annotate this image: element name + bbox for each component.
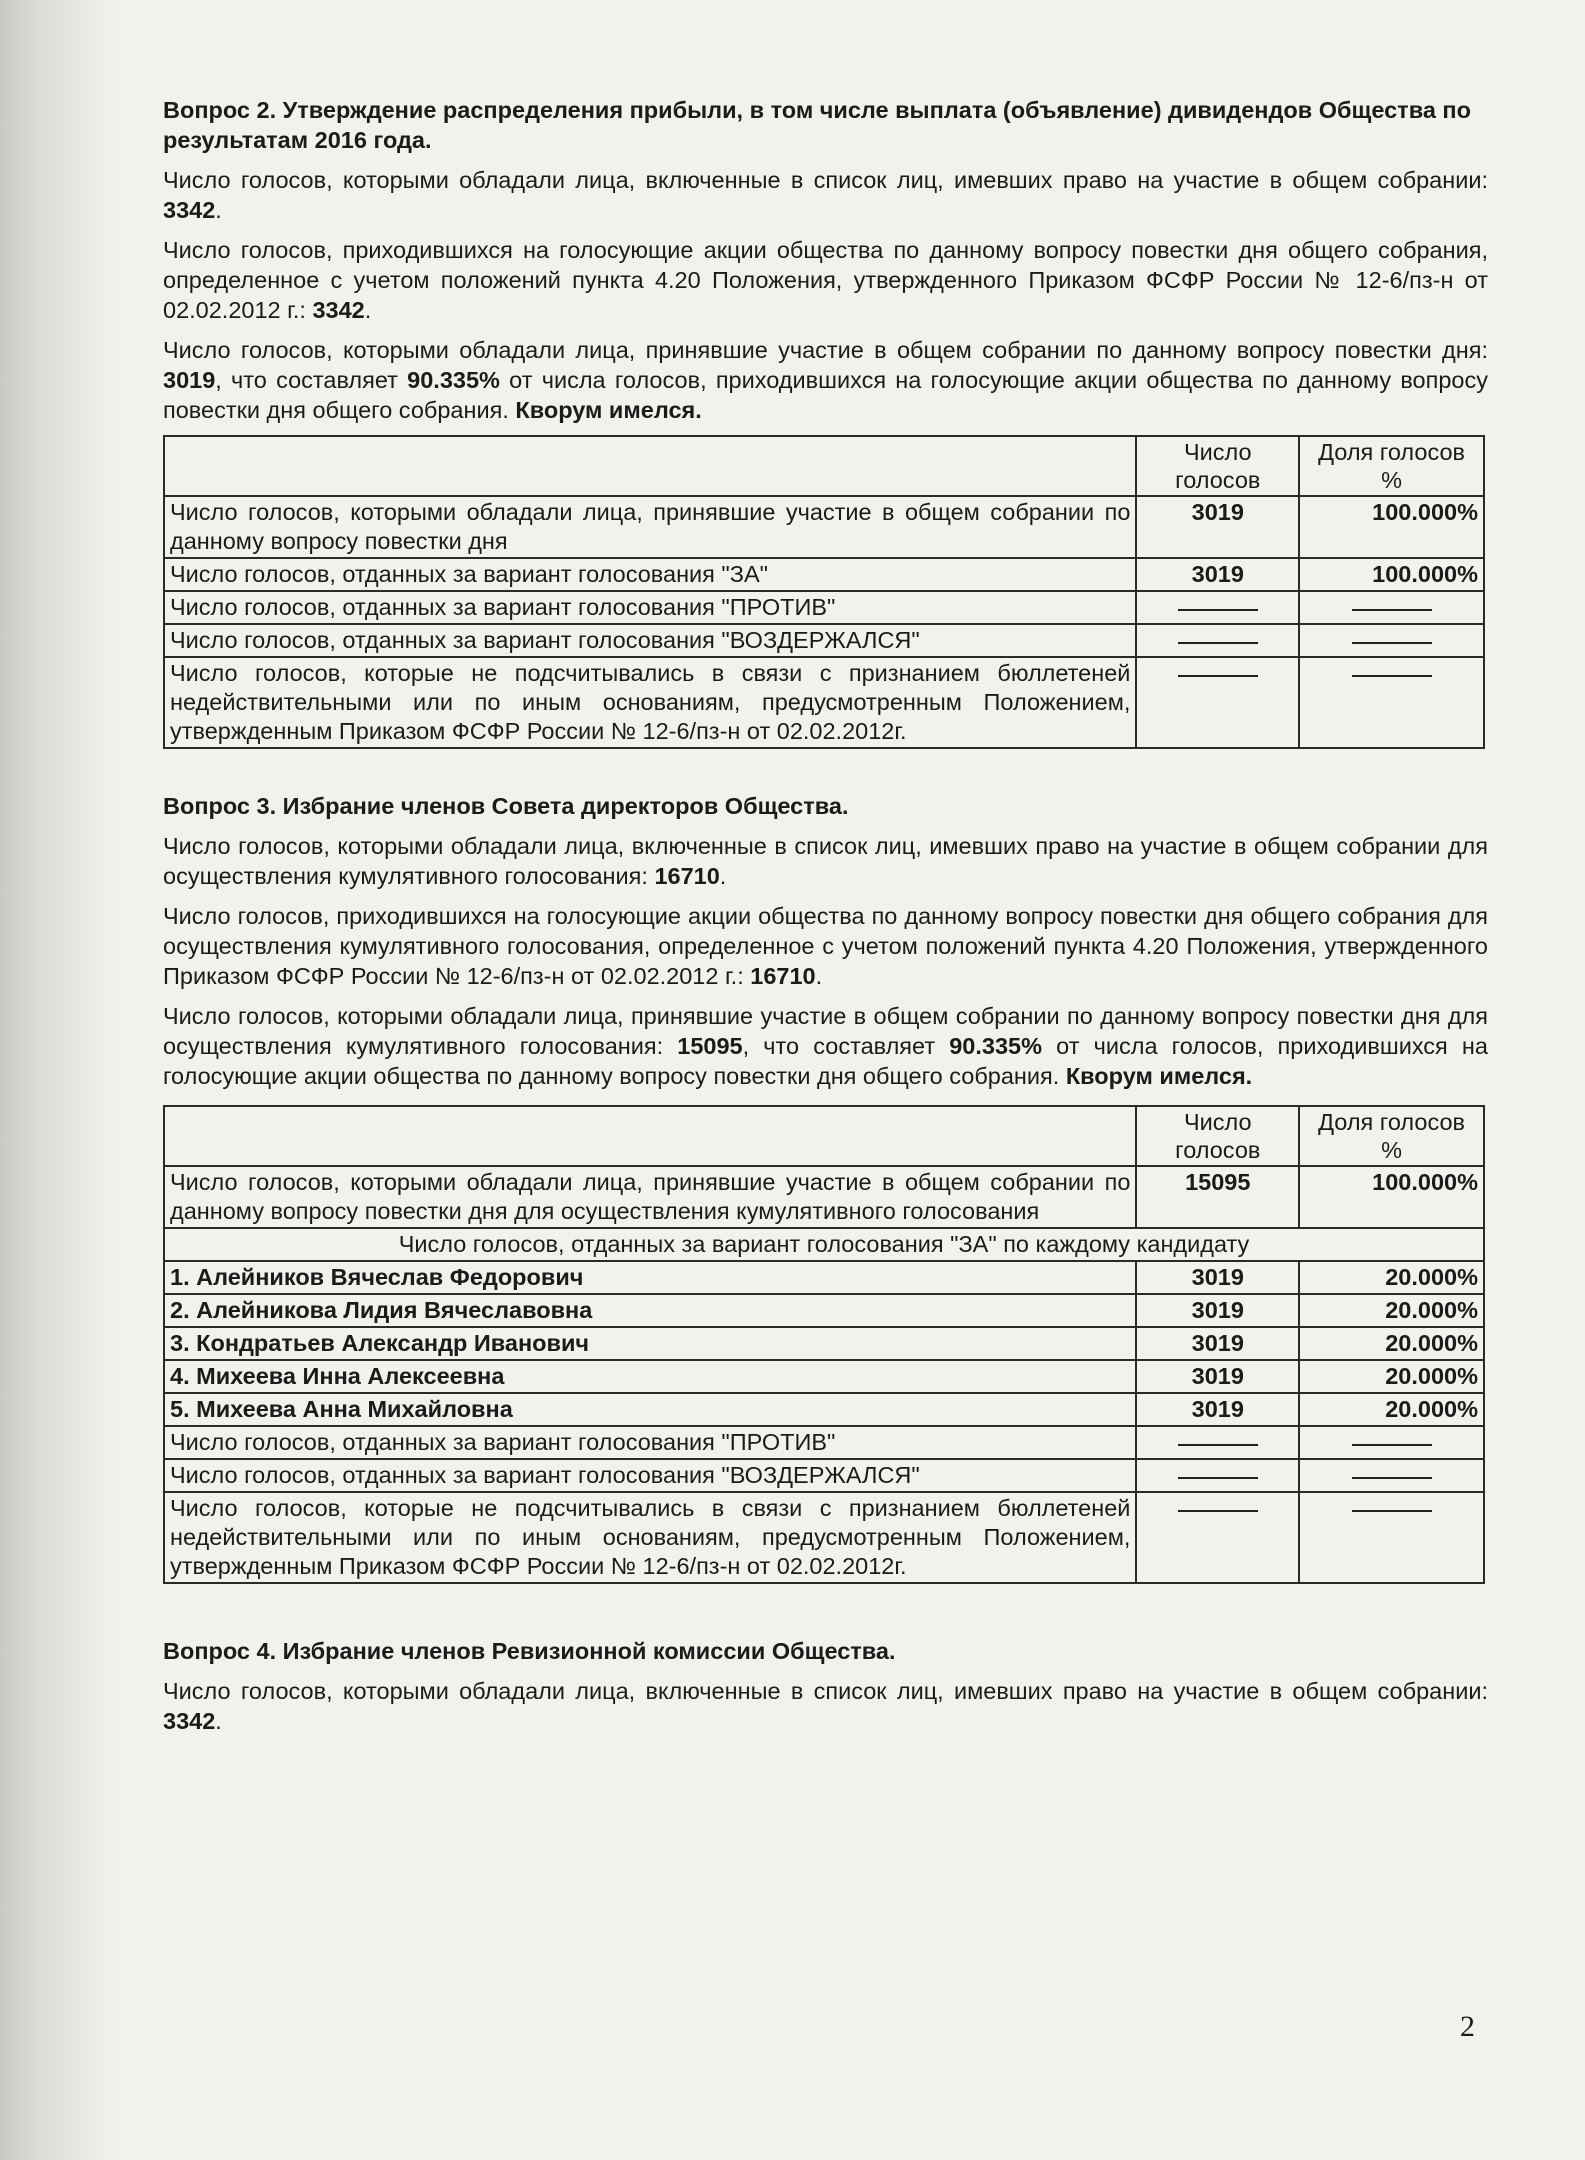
dash-mark (1178, 1510, 1258, 1512)
table-header-row (164, 1106, 1484, 1166)
candidate-row: 5. Михеева Анна Михайловна 3019 20.000% (164, 1393, 1484, 1426)
table-row: Число голосов, отданных за вариант голосования "ВОЗДЕРЖАЛСЯ" (164, 624, 1484, 657)
candidate-row: 1. Алейников Вячеслав Федорович 3019 20.000% (164, 1261, 1484, 1294)
dash-mark (1178, 642, 1258, 644)
col-votes-header: Число голосов (1136, 1106, 1299, 1166)
candidate-row: 2. Алейникова Лидия Вячеславовна 3019 20.000% (164, 1294, 1484, 1327)
col-share-header: Доля голосов % (1299, 1106, 1484, 1166)
dash-mark (1352, 1477, 1432, 1479)
q3-number: Вопрос 3. (163, 793, 277, 819)
q3-title: Избрание членов Совета директоров Общества. (282, 793, 849, 819)
q2-voting-shares-votes: 3342 (312, 297, 365, 323)
col-share-header: Доля голосов % (1299, 436, 1484, 496)
document-page (163, 95, 1488, 1746)
table-row: Число голосов, которыми обладали лица, принявшие участие в общем собрании по данному вопросу повестки дня 3019 100.000% (164, 496, 1484, 558)
q3-results-table (163, 1105, 1485, 1584)
q2-title: Утверждение распределения прибыли, в том числе выплата (объявление) дивидендов Общества по результатам 2016 года. (163, 97, 1471, 153)
dash-mark (1178, 675, 1258, 677)
q4-heading (163, 1636, 1488, 1666)
dash-mark (1352, 609, 1432, 611)
q3-paragraph-2: Число голосов, приходившихся на голосующие акции общества по данному вопросу повестки дня общего собрания для осуществления кумулятивного голосования, определенное с учетом положений пункта 4.20 Положения, утвержденного Приказом ФСФР России № 12-6/пз-н от 02.02.2012 г.: 16710. (163, 903, 1488, 989)
dash-mark (1352, 675, 1432, 677)
dash-mark (1178, 1444, 1258, 1446)
q2-participation-percent: 90.335% (407, 367, 500, 393)
q4-number: Вопрос 4. (163, 1638, 277, 1664)
q4-paragraph-1: Число голосов, которыми обладали лица, включенные в список лиц, имевших право на участие в общем собрании: 3342. (163, 1678, 1488, 1734)
q3-participant-votes: 15095 (677, 1033, 743, 1059)
q2-results-table (163, 435, 1485, 749)
candidates-header-row: Число голосов, отданных за вариант голосования "ЗА" по каждому кандидату (164, 1228, 1484, 1261)
candidate-row: 3. Кондратьев Александр Иванович 3019 20.000% (164, 1327, 1484, 1360)
q2-number: Вопрос 2. (163, 97, 277, 123)
table-row: Число голосов, отданных за вариант голосования "ПРОТИВ" (164, 1426, 1484, 1459)
table-header-row (164, 436, 1484, 496)
table-row: Число голосов, которыми обладали лица, принявшие участие в общем собрании по данному вопросу повестки дня для осуществления кумулятивного голосования 15095 100.000% (164, 1166, 1484, 1228)
dash-mark (1352, 1444, 1432, 1446)
q2-paragraph-3: Число голосов, которыми обладали лица, принявшие участие в общем собрании по данному вопросу повестки дня: 3019, что составляет 90.335% от числа голосов, приходившихся на голосующие акции общества по данному вопросу повестки дня общего собрания. Кворум имелся. (163, 337, 1488, 423)
q3-quorum: Кворум имелся. (1065, 1063, 1253, 1089)
q4-title: Избрание членов Ревизионной комиссии Общества. (282, 1638, 896, 1664)
table-row: Число голосов, которые не подсчитывались в связи с признанием бюллетеней недействительными или по иным основаниям, предусмотренным Положением, утвержденным Приказом ФСФР России № 12-6/пз-н от 02.02.2012г. (164, 657, 1484, 748)
q2-participant-votes: 3019 (163, 367, 216, 393)
q3-voting-shares-votes: 16710 (750, 963, 816, 989)
table-row: Число голосов, отданных за вариант голосования "ЗА" 3019 100.000% (164, 558, 1484, 591)
q2-quorum: Кворум имелся. (515, 397, 702, 423)
q3-eligible-votes: 16710 (654, 863, 720, 889)
q3-paragraph-1: Число голосов, которыми обладали лица, включенные в список лиц, имевших право на участие в общем собрании для осуществления кумулятивного голосования: 16710. (163, 833, 1488, 889)
scan-shadow-edge (0, 0, 120, 2160)
table-row: Число голосов, отданных за вариант голосования "ПРОТИВ" (164, 591, 1484, 624)
dash-mark (1178, 609, 1258, 611)
q4-eligible-votes: 3342 (163, 1708, 216, 1734)
table-row: Число голосов, отданных за вариант голосования "ВОЗДЕРЖАЛСЯ" (164, 1459, 1484, 1492)
dash-mark (1178, 1477, 1258, 1479)
table-row: Число голосов, которые не подсчитывались в связи с признанием бюллетеней недействительными или по иным основаниям, предусмотренным Положением, утвержденным Приказом ФСФР России № 12-6/пз-н от 02.02.2012г. (164, 1492, 1484, 1583)
dash-mark (1352, 642, 1432, 644)
q2-eligible-votes: 3342 (163, 197, 216, 223)
q2-heading (163, 95, 1488, 155)
page-number: 2 (1460, 2010, 1475, 2043)
candidate-row: 4. Михеева Инна Алексеевна 3019 20.000% (164, 1360, 1484, 1393)
q2-paragraph-1: Число голосов, которыми обладали лица, включенные в список лиц, имевших право на участие в общем собрании: 3342. (163, 167, 1488, 223)
col-votes-header: Число голосов (1136, 436, 1299, 496)
q3-heading (163, 791, 1488, 821)
q3-paragraph-3: Число голосов, которыми обладали лица, принявшие участие в общем собрании по данному вопросу повестки дня для осуществления кумулятивного голосования: 15095, что составляет 90.335% от числа голосов, приходившихся на голосующие акции общества по данному вопросу повестки дня общего собрания. Кворум имелся. (163, 1003, 1488, 1089)
dash-mark (1352, 1510, 1432, 1512)
q2-paragraph-2: Число голосов, приходившихся на голосующие акции общества по данному вопросу повестки дня общего собрания, определенное с учетом положений пункта 4.20 Положения, утвержденного Приказом ФСФР России № 12-6/пз-н от 02.02.2012 г.: 3342. (163, 237, 1488, 323)
q3-participation-percent: 90.335% (949, 1033, 1043, 1059)
